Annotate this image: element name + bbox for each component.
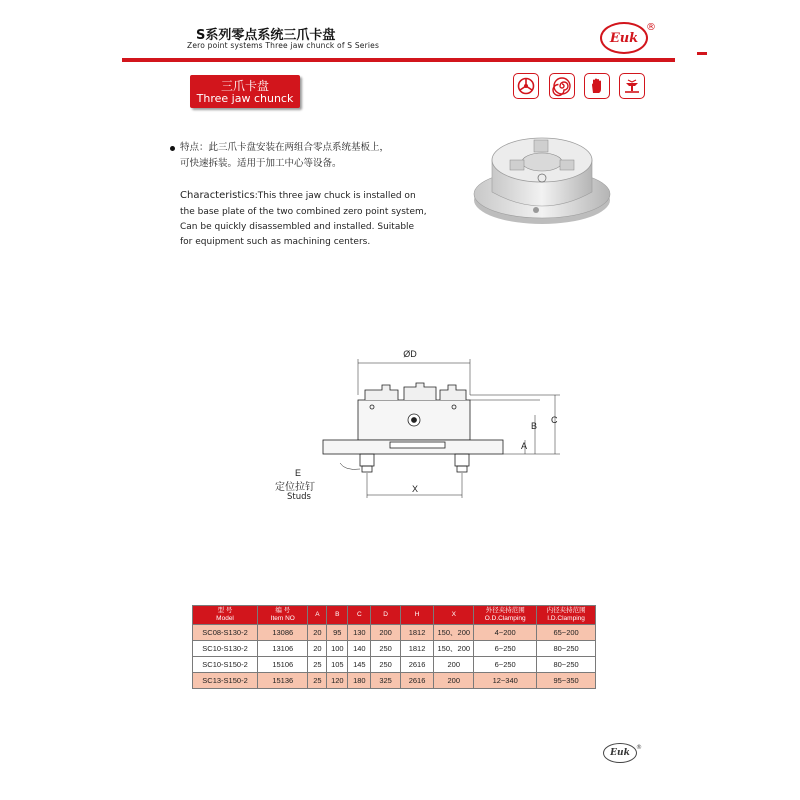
table-cell: 1812 — [400, 625, 434, 641]
table-cell: 80~250 — [537, 641, 596, 657]
table-header-row — [193, 606, 596, 625]
table-header-cell — [371, 606, 400, 625]
table-cell: 250 — [371, 657, 400, 673]
table-cell: SC08-S130-2 — [193, 625, 258, 641]
table-row — [193, 673, 596, 689]
table-cell: 105 — [327, 657, 348, 673]
table-cell: 13106 — [258, 641, 308, 657]
header-zh: 编 号 — [275, 607, 291, 614]
table-cell: 130 — [348, 625, 371, 641]
characteristics-line4: for equipment such as machining centers. — [180, 237, 371, 247]
spec-table — [192, 605, 596, 689]
header-zh: C — [357, 611, 362, 618]
table-cell: 2616 — [400, 673, 434, 689]
table-cell: SC10-S130-2 — [193, 641, 258, 657]
table-cell: 4~200 — [474, 625, 537, 641]
dim-A-label: A — [521, 441, 528, 451]
header-en: Model — [216, 615, 234, 622]
table-header-cell — [474, 606, 537, 625]
header-zh: A — [315, 611, 320, 618]
label-E: E — [295, 468, 302, 478]
table-cell: 95 — [327, 625, 348, 641]
table-row — [193, 657, 596, 673]
brand-logo — [600, 22, 648, 54]
table-header-cell — [327, 606, 348, 625]
brand-logo-text: Euk — [609, 30, 639, 46]
characteristics-line3: Can be quickly disassembled and installed. Suitable — [180, 222, 415, 232]
table-cell: 250 — [371, 641, 400, 657]
footer-logo — [603, 743, 637, 763]
table-header-cell — [258, 606, 308, 625]
table-header-cell — [537, 606, 596, 625]
handwheel-icon — [513, 73, 539, 99]
section-tab — [190, 75, 300, 108]
table-cell: SC10-S150-2 — [193, 657, 258, 673]
table-cell: 65~200 — [537, 625, 596, 641]
header-zh: D — [383, 611, 388, 618]
table-cell: 25 — [308, 657, 327, 673]
table-cell: 150、200 — [434, 625, 474, 641]
dim-B-label: B — [531, 421, 538, 431]
table-cell: 200 — [371, 625, 400, 641]
machine-icon — [619, 73, 645, 99]
table-header-cell — [308, 606, 327, 625]
table-row — [193, 641, 596, 657]
table-cell: 145 — [348, 657, 371, 673]
table-cell: 15136 — [258, 673, 308, 689]
table-cell: 6~250 — [474, 657, 537, 673]
header-en: Item NO — [270, 615, 295, 622]
dim-D-label: ØD — [403, 349, 417, 359]
features-zh-line1: 特点：此三爪卡盘安装在两组合零点系统基板上， — [180, 142, 390, 153]
header-accent-mark — [697, 52, 707, 55]
header-zh: X — [451, 611, 456, 618]
table-cell: 15106 — [258, 657, 308, 673]
characteristics-text1: :This three jaw chuck is installed on — [254, 191, 416, 201]
table-cell: 1812 — [400, 641, 434, 657]
dim-X-label: X — [411, 484, 419, 494]
hand-icon — [584, 73, 610, 99]
header-zh: 型 号 — [217, 607, 233, 614]
footer-logo-text: Euk — [610, 748, 630, 758]
table-header-cell — [348, 606, 371, 625]
table-cell: 200 — [434, 657, 474, 673]
table-cell: SC13-S150-2 — [193, 673, 258, 689]
spiral-icon — [549, 73, 575, 99]
table-cell: 325 — [371, 673, 400, 689]
table-cell: 13086 — [258, 625, 308, 641]
section-tab-en: Three jaw chunck — [196, 92, 294, 105]
table-cell: 2616 — [400, 657, 434, 673]
table-header-cell — [434, 606, 474, 625]
table-cell: 20 — [308, 641, 327, 657]
table-cell: 80~250 — [537, 657, 596, 673]
table-header-cell — [400, 606, 434, 625]
page-title: S系列零点系统三爪卡盘 — [196, 28, 336, 43]
dim-C-label: C — [551, 415, 558, 425]
table-header-cell — [193, 606, 258, 625]
header-en: O.D.Clamping — [484, 615, 526, 622]
table-cell: 120 — [327, 673, 348, 689]
bullet-icon — [170, 146, 175, 151]
header-divider — [122, 58, 675, 62]
header-zh: H — [414, 611, 420, 618]
product-photo — [462, 120, 612, 235]
header-zh: 内径夹持范围 — [546, 607, 586, 614]
registered-mark: ® — [646, 22, 656, 33]
footer-registered-mark: ® — [636, 744, 642, 751]
header-zh: B — [335, 611, 340, 618]
table-cell: 12~340 — [474, 673, 537, 689]
section-tab-zh: 三爪卡盘 — [220, 79, 269, 93]
chuck-outline — [323, 359, 503, 472]
table-cell: 180 — [348, 673, 371, 689]
table-cell: 150、200 — [434, 641, 474, 657]
table-cell: 200 — [434, 673, 474, 689]
characteristics-line2: the base plate of the two combined zero point system, — [180, 207, 427, 217]
page-subtitle: Zero point systems Three jaw chunck of S Series — [187, 41, 380, 50]
features-zh-line2: 可快速拆装。适用于加工中心等设备。 — [180, 158, 342, 169]
studs-label-en: Studs — [287, 492, 311, 502]
table-cell: 140 — [348, 641, 371, 657]
characteristics-label: Characteristics — [180, 190, 255, 201]
header-zh: 外径夹持范围 — [485, 607, 525, 614]
header-en: I.D.Clamping — [547, 615, 585, 622]
table-cell: 20 — [308, 625, 327, 641]
table-cell: 6~250 — [474, 641, 537, 657]
table-row — [193, 625, 596, 641]
table-cell: 95~350 — [537, 673, 596, 689]
studs-label-zh: 定位拉钉 — [275, 482, 315, 493]
characteristics-line1 — [180, 188, 416, 204]
table-cell: 100 — [327, 641, 348, 657]
table-cell: 25 — [308, 673, 327, 689]
